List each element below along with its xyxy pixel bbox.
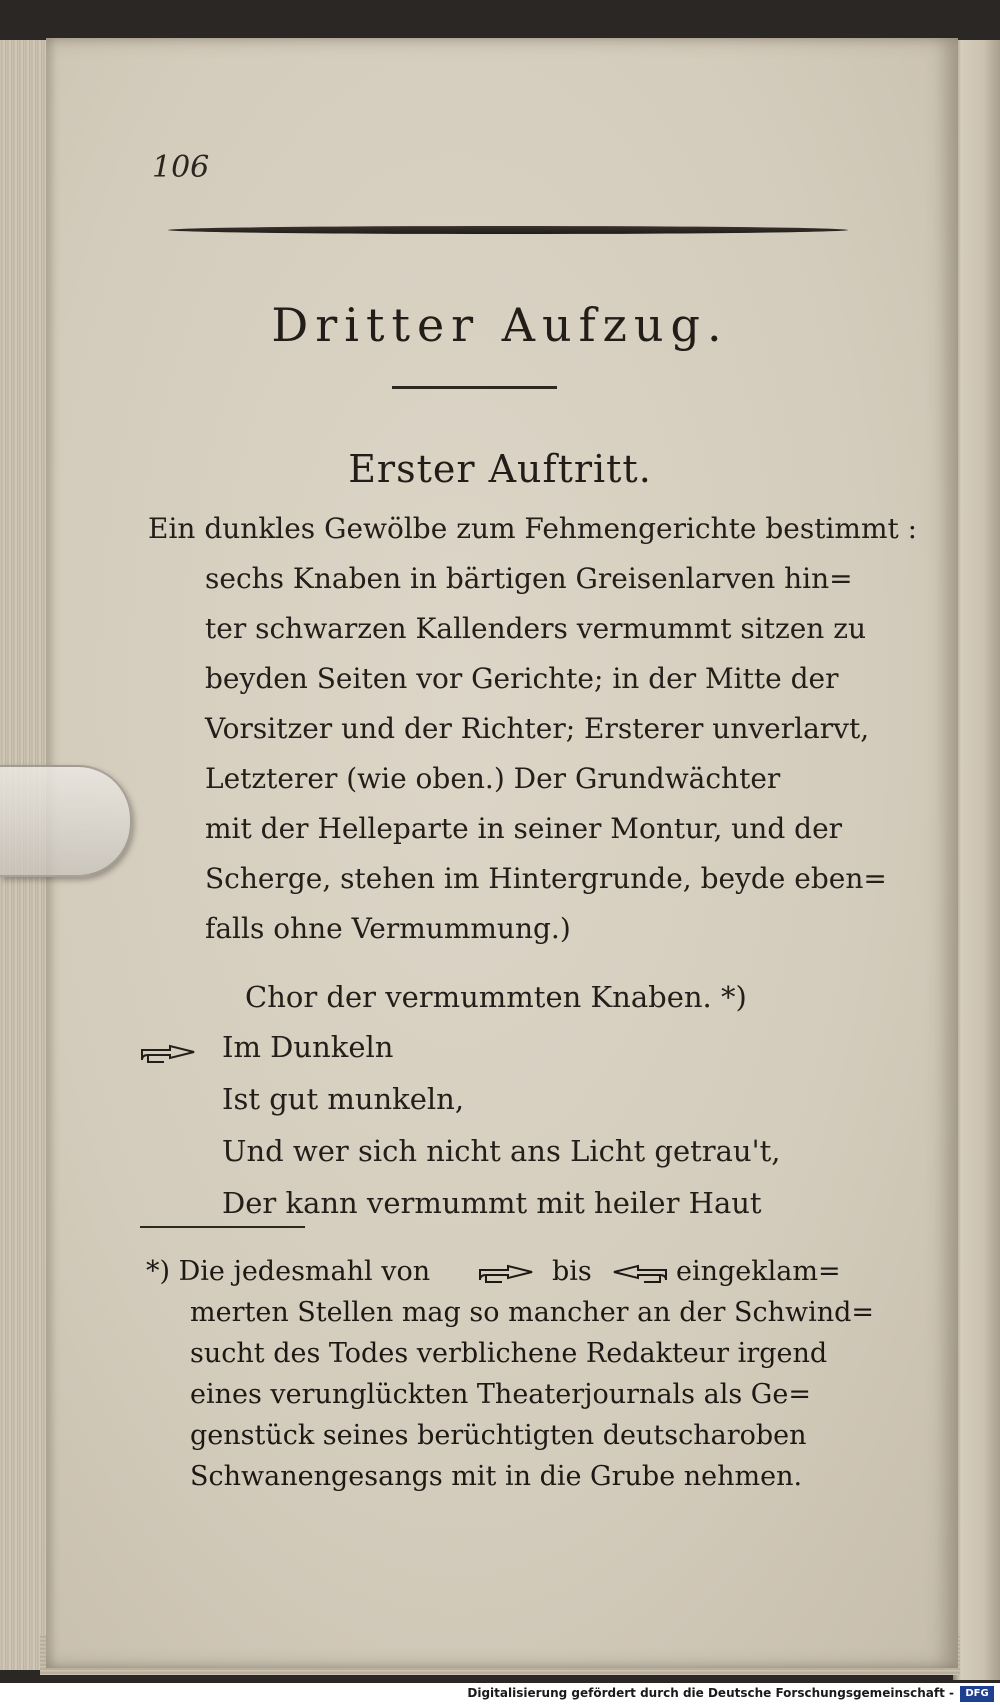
footnote-line: *) Die jedesmahl von — [146, 1256, 431, 1287]
chorus-verse-line: Ist gut munkeln, — [222, 1082, 465, 1116]
footnote-line: Schwanengesangs mit in die Grube nehmen. — [190, 1461, 803, 1492]
scene-title: Erster Auftritt. — [348, 447, 652, 491]
chorus-heading: Chor der vermummten Knaben. *) — [245, 980, 747, 1014]
stage-direction-line: ter schwarzen Kallenders vermummt sitzen zu — [205, 612, 866, 645]
dfg-logo: DFG — [960, 1686, 994, 1702]
footnote-line: merten Stellen mag so mancher an der Schwind= — [190, 1297, 875, 1328]
stage-direction-line: beyden Seiten vor Gerichte; in der Mitte der — [205, 662, 839, 695]
chorus-verse-line: Und wer sich nicht ans Licht getrau't, — [222, 1134, 781, 1168]
act-title: Dritter Aufzug. — [271, 298, 729, 352]
stage-direction-line: mit der Helleparte in seiner Montur, und der — [205, 812, 843, 845]
footnote-rule — [140, 1226, 305, 1228]
stage-direction-line: Letzterer (wie oben.) Der Grundwächter — [205, 762, 781, 795]
footnote-line: genstück seines berüchtigten deutscharoben — [190, 1420, 807, 1451]
page-holder-clip — [0, 765, 132, 877]
stage-direction-line: falls ohne Vermummung.) — [205, 912, 571, 945]
pointing-hand-icon — [140, 1042, 196, 1066]
footnote-line: bis — [552, 1256, 592, 1287]
footnote-line: eingeklam= — [676, 1256, 841, 1287]
stage-direction-line: Ein dunkles Gewölbe zum Fehmengerichte bestimmt : — [148, 512, 918, 545]
chorus-verse-line: Im Dunkeln — [222, 1030, 394, 1064]
footnote-line: eines verunglückten Theaterjournals als Ge= — [190, 1379, 811, 1410]
chorus-verse-line: Der kann vermummt mit heiler Haut — [222, 1186, 762, 1220]
footnote-line: sucht des Todes verblichene Redakteur irgend — [190, 1338, 828, 1369]
pointing-hand-icon — [612, 1262, 668, 1286]
stage-direction-line: Scherge, stehen im Hintergrunde, beyde eben= — [205, 862, 887, 895]
page-number: 106 — [152, 150, 210, 185]
stage-direction-line: sechs Knaben in bärtigen Greisenlarven hin= — [205, 562, 853, 595]
pointing-hand-icon — [478, 1262, 534, 1286]
stage-direction-line: Vorsitzer und der Richter; Ersterer unverlarvt, — [205, 712, 870, 745]
digitization-credit: Digitalisierung gefördert durch die Deutsche Forschungsgemeinschaft - — [467, 1686, 954, 1700]
